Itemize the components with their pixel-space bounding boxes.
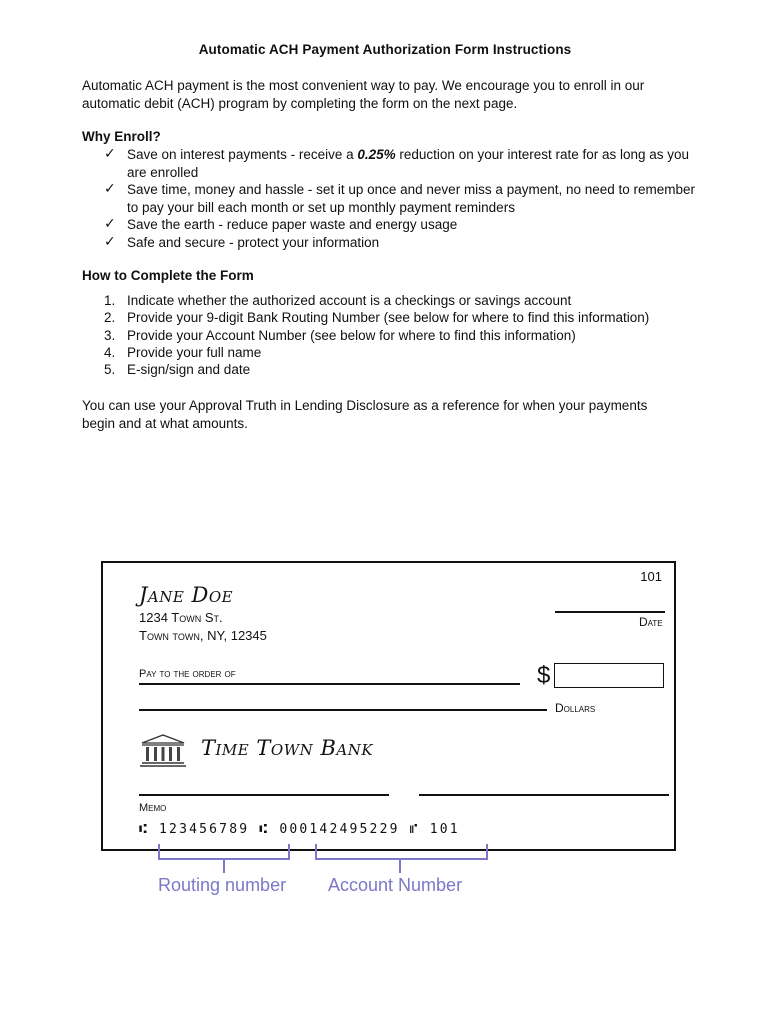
micr-line: ⑆ 123456789 ⑆ 000142495229 ⑈ 101 xyxy=(139,822,460,837)
benefit-text: Save on interest payments - receive a xyxy=(127,147,358,162)
step-number: 5. xyxy=(104,362,116,378)
payer-address-line1: 1234 Town St. xyxy=(139,610,223,625)
step-number: 2. xyxy=(104,310,116,326)
account-number-label: Account Number xyxy=(328,875,463,895)
how-to-heading: How to Complete the Form xyxy=(82,268,254,283)
step-text: E-sign/sign and date xyxy=(127,362,251,378)
closing-paragraph: You can use your Approval Truth in Lending Disclosure as a reference for when your payments begin and at what amounts. xyxy=(82,398,648,431)
dollar-sign: $ xyxy=(537,662,551,689)
step-text: Provide your full name xyxy=(127,344,262,360)
step-number: 4. xyxy=(104,344,116,360)
benefit-text-after: reduction on your interest rate for as long as you are enrolled xyxy=(127,147,690,180)
benefit-emphasis: 0.25% xyxy=(357,147,396,162)
pay-to-label: Pay to the order of xyxy=(139,668,236,680)
dollars-label: Dollars xyxy=(555,701,596,715)
intro-paragraph: Automatic ACH payment is the most convenient way to pay. We encourage you to enroll in our automatic debit (ACH) program by completing the form on the next page. xyxy=(82,78,645,111)
payer-name: Jane Doe xyxy=(139,583,234,607)
step-text: Indicate whether the authorized account is a checkings or savings account xyxy=(127,293,572,308)
benefit-text: Save time, money and hassle - set it up once and never miss a payment, no need to remember to pay your bill each month or set up monthly payment reminders xyxy=(127,182,696,215)
account-bracket xyxy=(316,844,487,859)
step-text: Provide your Account Number (see below for where to find this information) xyxy=(127,327,576,343)
routing-number-label: Routing number xyxy=(158,875,287,895)
page-title: Automatic ACH Payment Authorization Form Instructions xyxy=(198,42,572,57)
check-mark-icon: ✓ xyxy=(104,233,116,250)
benefit-text: Save the earth - reduce paper waste and energy usage xyxy=(127,217,458,232)
payer-address-line2: Town town, NY, 12345 xyxy=(139,628,267,643)
check-mark-icon: ✓ xyxy=(104,181,116,197)
bank-name: Time Town Bank xyxy=(201,736,374,760)
step-number: 1. xyxy=(104,293,116,308)
check-mark-icon: ✓ xyxy=(104,216,116,232)
why-enroll-heading: Why Enroll? xyxy=(82,129,161,144)
step-number: 3. xyxy=(104,327,116,343)
check-mark-icon: ✓ xyxy=(104,146,116,162)
date-label: Date xyxy=(639,615,663,629)
routing-bracket xyxy=(159,844,289,859)
check-number: 101 xyxy=(640,569,662,584)
memo-label: Memo xyxy=(139,802,167,814)
benefit-text: Safe and secure - protect your information xyxy=(127,234,380,250)
step-text: Provide your 9-digit Bank Routing Number (see below for where to find this information) xyxy=(127,310,650,326)
